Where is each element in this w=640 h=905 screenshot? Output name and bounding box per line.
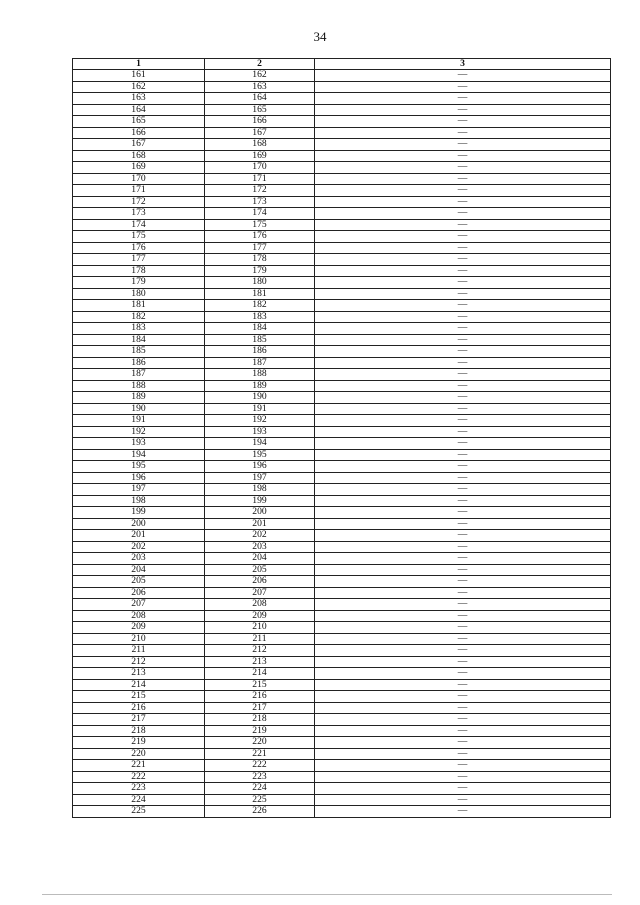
table-row [73, 633, 611, 645]
table-row [73, 219, 611, 231]
table-cell-col-3: — [315, 392, 611, 404]
table-cell-col-3: — [315, 127, 611, 139]
table-cell-col-3: — [315, 507, 611, 519]
table-row [73, 645, 611, 657]
table-cell-col-1: 196 [73, 472, 205, 484]
table-cell-col-2: 179 [205, 265, 315, 277]
table-cell-col-3: — [315, 357, 611, 369]
table-cell-col-2: 169 [205, 150, 315, 162]
table-cell-col-3: — [315, 438, 611, 450]
table-cell-col-2: 172 [205, 185, 315, 197]
table-cell-col-2: 212 [205, 645, 315, 657]
table-cell-col-1: 215 [73, 691, 205, 703]
column-header-1: 1 [73, 59, 205, 70]
table-cell-col-1: 171 [73, 185, 205, 197]
table-cell-col-2: 168 [205, 139, 315, 151]
table-row [73, 748, 611, 760]
table-cell-col-1: 213 [73, 668, 205, 680]
table-cell-col-1: 190 [73, 403, 205, 415]
table-row [73, 357, 611, 369]
table-cell-col-3: — [315, 219, 611, 231]
table-row [73, 518, 611, 530]
table-cell-col-2: 190 [205, 392, 315, 404]
table-row [73, 794, 611, 806]
table-row [73, 449, 611, 461]
table-cell-col-3: — [315, 185, 611, 197]
table-cell-col-1: 168 [73, 150, 205, 162]
table-cell-col-1: 174 [73, 219, 205, 231]
table-cell-col-3: — [315, 104, 611, 116]
table-row [73, 288, 611, 300]
table-cell-col-1: 202 [73, 541, 205, 553]
table-cell-col-1: 167 [73, 139, 205, 151]
table-cell-col-2: 165 [205, 104, 315, 116]
table-row [73, 461, 611, 473]
table-cell-col-3: — [315, 346, 611, 358]
table-cell-col-1: 185 [73, 346, 205, 358]
table-row [73, 507, 611, 519]
table-cell-col-3: — [315, 622, 611, 634]
table-cell-col-2: 193 [205, 426, 315, 438]
table-cell-col-3: — [315, 139, 611, 151]
table-row [73, 426, 611, 438]
table-row [73, 346, 611, 358]
table-row [73, 150, 611, 162]
table-cell-col-3: — [315, 599, 611, 611]
table-row [73, 116, 611, 128]
table-row [73, 139, 611, 151]
table-row [73, 541, 611, 553]
table-cell-col-1: 165 [73, 116, 205, 128]
table-cell-col-1: 184 [73, 334, 205, 346]
table-cell-col-1: 161 [73, 70, 205, 82]
table-cell-col-2: 183 [205, 311, 315, 323]
page-number: 34 [313, 29, 327, 44]
table-row [73, 599, 611, 611]
table-cell-col-1: 225 [73, 806, 205, 818]
table-cell-col-3: — [315, 530, 611, 542]
table-cell-col-1: 181 [73, 300, 205, 312]
table-cell-col-2: 216 [205, 691, 315, 703]
table-row [73, 392, 611, 404]
table-cell-col-1: 169 [73, 162, 205, 174]
table-row [73, 806, 611, 818]
table-cell-col-3: — [315, 150, 611, 162]
table-cell-col-2: 163 [205, 81, 315, 93]
table-cell-col-2: 226 [205, 806, 315, 818]
table-row [73, 300, 611, 312]
table-row [73, 760, 611, 772]
table-cell-col-3: — [315, 265, 611, 277]
table-cell-col-3: — [315, 771, 611, 783]
table-cell-col-1: 189 [73, 392, 205, 404]
table-row [73, 162, 611, 174]
table-cell-col-2: 175 [205, 219, 315, 231]
table-row [73, 472, 611, 484]
table-row [73, 530, 611, 542]
table-cell-col-1: 223 [73, 783, 205, 795]
table-row [73, 656, 611, 668]
table-row [73, 737, 611, 749]
table-row [73, 185, 611, 197]
table-cell-col-2: 166 [205, 116, 315, 128]
table-cell-col-3: — [315, 426, 611, 438]
table-cell-col-3: — [315, 81, 611, 93]
table-cell-col-3: — [315, 449, 611, 461]
table-cell-col-2: 191 [205, 403, 315, 415]
table-cell-col-1: 210 [73, 633, 205, 645]
table-row [73, 610, 611, 622]
data-table-container [72, 58, 610, 818]
table-cell-col-2: 177 [205, 242, 315, 254]
table-cell-col-2: 221 [205, 748, 315, 760]
table-cell-col-1: 192 [73, 426, 205, 438]
table-row [73, 679, 611, 691]
table-row [73, 254, 611, 266]
column-header-3: 3 [315, 59, 611, 70]
table-cell-col-2: 224 [205, 783, 315, 795]
table-cell-col-3: — [315, 737, 611, 749]
table-row [73, 242, 611, 254]
table-cell-col-3: — [315, 369, 611, 381]
table-cell-col-1: 187 [73, 369, 205, 381]
table-cell-col-2: 207 [205, 587, 315, 599]
table-header-row [73, 59, 611, 70]
table-row [73, 783, 611, 795]
table-cell-col-2: 213 [205, 656, 315, 668]
table-cell-col-2: 225 [205, 794, 315, 806]
table-cell-col-2: 208 [205, 599, 315, 611]
table-cell-col-3: — [315, 725, 611, 737]
table-cell-col-1: 176 [73, 242, 205, 254]
table-cell-col-2: 206 [205, 576, 315, 588]
table-row [73, 208, 611, 220]
table-cell-col-1: 214 [73, 679, 205, 691]
table-row [73, 587, 611, 599]
table-row [73, 231, 611, 243]
table-row [73, 576, 611, 588]
table-cell-col-3: — [315, 242, 611, 254]
table-row [73, 714, 611, 726]
table-cell-col-2: 164 [205, 93, 315, 105]
table-cell-col-2: 209 [205, 610, 315, 622]
table-cell-col-1: 211 [73, 645, 205, 657]
table-row [73, 277, 611, 289]
data-table [72, 58, 611, 818]
table-cell-col-3: — [315, 806, 611, 818]
table-cell-col-2: 205 [205, 564, 315, 576]
table-cell-col-3: — [315, 277, 611, 289]
table-cell-col-3: — [315, 403, 611, 415]
table-row [73, 564, 611, 576]
table-cell-col-3: — [315, 254, 611, 266]
table-cell-col-1: 162 [73, 81, 205, 93]
table-cell-col-3: — [315, 162, 611, 174]
table-cell-col-1: 208 [73, 610, 205, 622]
table-cell-col-2: 189 [205, 380, 315, 392]
table-cell-col-3: — [315, 702, 611, 714]
table-cell-col-3: — [315, 633, 611, 645]
table-row [73, 622, 611, 634]
table-cell-col-2: 200 [205, 507, 315, 519]
table-cell-col-3: — [315, 323, 611, 335]
table-row [73, 495, 611, 507]
table-cell-col-2: 181 [205, 288, 315, 300]
table-cell-col-3: — [315, 196, 611, 208]
table-cell-col-3: — [315, 70, 611, 82]
table-cell-col-3: — [315, 564, 611, 576]
table-cell-col-3: — [315, 610, 611, 622]
table-cell-col-2: 176 [205, 231, 315, 243]
table-cell-col-2: 174 [205, 208, 315, 220]
table-cell-col-3: — [315, 541, 611, 553]
table-cell-col-3: — [315, 518, 611, 530]
table-cell-col-1: 195 [73, 461, 205, 473]
table-cell-col-2: 184 [205, 323, 315, 335]
table-cell-col-2: 202 [205, 530, 315, 542]
table-row [73, 196, 611, 208]
table-row [73, 771, 611, 783]
table-cell-col-3: — [315, 668, 611, 680]
table-cell-col-3: — [315, 656, 611, 668]
table-cell-col-3: — [315, 231, 611, 243]
table-cell-col-1: 194 [73, 449, 205, 461]
table-row [73, 415, 611, 427]
table-cell-col-2: 215 [205, 679, 315, 691]
table-row [73, 369, 611, 381]
table-cell-col-1: 172 [73, 196, 205, 208]
table-cell-col-3: — [315, 288, 611, 300]
table-row [73, 484, 611, 496]
table-row [73, 438, 611, 450]
page-bottom-rule [42, 894, 612, 895]
table-cell-col-3: — [315, 300, 611, 312]
table-row [73, 380, 611, 392]
table-cell-col-3: — [315, 760, 611, 772]
table-cell-col-1: 182 [73, 311, 205, 323]
table-cell-col-1: 224 [73, 794, 205, 806]
table-cell-col-1: 221 [73, 760, 205, 772]
table-row [73, 93, 611, 105]
table-cell-col-2: 178 [205, 254, 315, 266]
table-cell-col-2: 217 [205, 702, 315, 714]
table-cell-col-1: 201 [73, 530, 205, 542]
table-cell-col-2: 211 [205, 633, 315, 645]
table-cell-col-3: — [315, 783, 611, 795]
table-cell-col-2: 173 [205, 196, 315, 208]
table-row [73, 311, 611, 323]
table-cell-col-1: 178 [73, 265, 205, 277]
table-cell-col-3: — [315, 334, 611, 346]
table-cell-col-3: — [315, 691, 611, 703]
table-cell-col-2: 214 [205, 668, 315, 680]
table-cell-col-3: — [315, 553, 611, 565]
table-cell-col-1: 206 [73, 587, 205, 599]
table-cell-col-3: — [315, 587, 611, 599]
table-cell-col-2: 219 [205, 725, 315, 737]
table-cell-col-1: 175 [73, 231, 205, 243]
table-cell-col-1: 191 [73, 415, 205, 427]
table-row [73, 323, 611, 335]
table-cell-col-1: 170 [73, 173, 205, 185]
table-cell-col-3: — [315, 714, 611, 726]
table-cell-col-2: 197 [205, 472, 315, 484]
table-cell-col-2: 222 [205, 760, 315, 772]
table-cell-col-2: 170 [205, 162, 315, 174]
table-cell-col-3: — [315, 208, 611, 220]
table-body [73, 70, 611, 818]
table-cell-col-3: — [315, 93, 611, 105]
table-cell-col-3: — [315, 484, 611, 496]
table-cell-col-2: 210 [205, 622, 315, 634]
table-cell-col-1: 203 [73, 553, 205, 565]
table-cell-col-1: 183 [73, 323, 205, 335]
table-cell-col-2: 196 [205, 461, 315, 473]
table-cell-col-3: — [315, 173, 611, 185]
table-cell-col-3: — [315, 116, 611, 128]
table-cell-col-1: 219 [73, 737, 205, 749]
table-cell-col-3: — [315, 461, 611, 473]
table-cell-col-2: 188 [205, 369, 315, 381]
table-cell-col-1: 166 [73, 127, 205, 139]
table-cell-col-1: 193 [73, 438, 205, 450]
table-cell-col-1: 218 [73, 725, 205, 737]
table-cell-col-2: 198 [205, 484, 315, 496]
table-row [73, 553, 611, 565]
table-cell-col-2: 220 [205, 737, 315, 749]
table-row [73, 691, 611, 703]
table-cell-col-2: 195 [205, 449, 315, 461]
table-cell-col-3: — [315, 576, 611, 588]
table-cell-col-2: 194 [205, 438, 315, 450]
table-cell-col-3: — [315, 311, 611, 323]
table-cell-col-1: 220 [73, 748, 205, 760]
table-cell-col-2: 199 [205, 495, 315, 507]
table-cell-col-2: 218 [205, 714, 315, 726]
table-cell-col-1: 173 [73, 208, 205, 220]
table-row [73, 104, 611, 116]
table-cell-col-1: 186 [73, 357, 205, 369]
table-cell-col-1: 200 [73, 518, 205, 530]
table-cell-col-3: — [315, 748, 611, 760]
table-cell-col-1: 180 [73, 288, 205, 300]
table-cell-col-1: 204 [73, 564, 205, 576]
table-cell-col-1: 199 [73, 507, 205, 519]
table-cell-col-1: 197 [73, 484, 205, 496]
table-cell-col-3: — [315, 645, 611, 657]
table-row [73, 334, 611, 346]
table-cell-col-1: 163 [73, 93, 205, 105]
table-cell-col-1: 222 [73, 771, 205, 783]
table-cell-col-1: 217 [73, 714, 205, 726]
table-cell-col-1: 205 [73, 576, 205, 588]
table-cell-col-2: 167 [205, 127, 315, 139]
table-cell-col-1: 177 [73, 254, 205, 266]
table-cell-col-2: 180 [205, 277, 315, 289]
table-cell-col-2: 192 [205, 415, 315, 427]
table-row [73, 81, 611, 93]
table-cell-col-2: 203 [205, 541, 315, 553]
table-cell-col-1: 179 [73, 277, 205, 289]
table-cell-col-2: 186 [205, 346, 315, 358]
table-row [73, 173, 611, 185]
table-cell-col-2: 223 [205, 771, 315, 783]
table-cell-col-2: 185 [205, 334, 315, 346]
table-row [73, 265, 611, 277]
table-cell-col-2: 182 [205, 300, 315, 312]
table-cell-col-1: 198 [73, 495, 205, 507]
table-cell-col-3: — [315, 472, 611, 484]
table-cell-col-2: 201 [205, 518, 315, 530]
table-cell-col-3: — [315, 380, 611, 392]
table-row [73, 725, 611, 737]
table-cell-col-1: 188 [73, 380, 205, 392]
table-row [73, 403, 611, 415]
table-row [73, 70, 611, 82]
table-cell-col-3: — [315, 495, 611, 507]
table-cell-col-3: — [315, 794, 611, 806]
table-cell-col-1: 164 [73, 104, 205, 116]
column-header-2: 2 [205, 59, 315, 70]
table-cell-col-1: 207 [73, 599, 205, 611]
table-cell-col-3: — [315, 679, 611, 691]
table-cell-col-1: 209 [73, 622, 205, 634]
table-cell-col-2: 187 [205, 357, 315, 369]
table-row [73, 668, 611, 680]
table-cell-col-2: 162 [205, 70, 315, 82]
table-cell-col-3: — [315, 415, 611, 427]
table-cell-col-2: 171 [205, 173, 315, 185]
table-row [73, 127, 611, 139]
table-cell-col-1: 216 [73, 702, 205, 714]
table-cell-col-1: 212 [73, 656, 205, 668]
table-row [73, 702, 611, 714]
table-cell-col-2: 204 [205, 553, 315, 565]
